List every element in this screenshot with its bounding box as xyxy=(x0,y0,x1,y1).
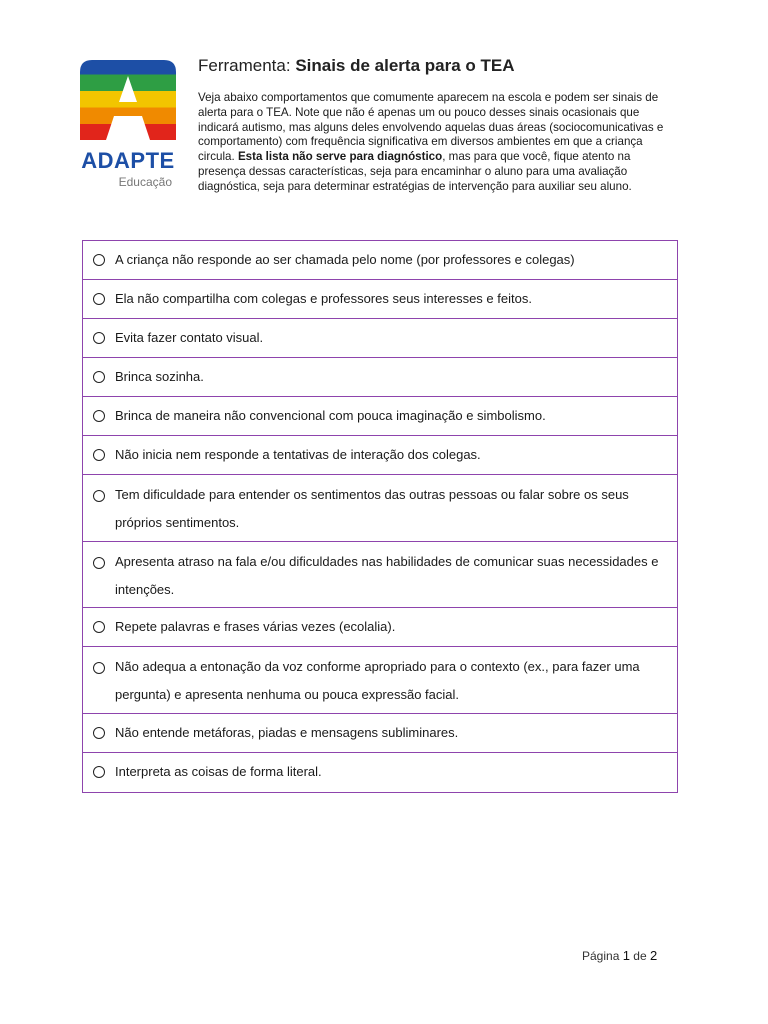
logo-band-red xyxy=(80,124,176,141)
checklist-item-text: Ela não compartilha com colegas e professores seus interesses e feitos. xyxy=(115,291,532,306)
checklist-item[interactable] xyxy=(83,436,677,475)
checklist-item[interactable] xyxy=(83,280,677,319)
checklist-item-text: Evita fazer contato visual. xyxy=(115,330,264,345)
checkbox-circle-icon[interactable] xyxy=(93,293,105,305)
checkbox-circle-icon[interactable] xyxy=(93,557,105,569)
page-number xyxy=(582,948,657,963)
checkbox-circle-icon[interactable] xyxy=(93,621,105,633)
checklist-item-text: Interpreta as coisas de forma literal. xyxy=(115,764,322,779)
checklist-item[interactable] xyxy=(83,753,677,792)
checklist-item[interactable] xyxy=(83,647,677,714)
page-of: de xyxy=(629,949,650,963)
checklist-item[interactable] xyxy=(83,608,677,647)
logo-band-green xyxy=(80,75,176,92)
checklist-item[interactable] xyxy=(83,475,677,542)
intro-text-1: Veja abaixo comportamentos que comumente aparecem na escola e podem ser sinais de alerta para o TEA. Note que não é apenas um ou pouco desses sinais ocasionais que indicará autismo, mas alguns deles envolvendo aquelas duas áreas (sociocomunicativas e comportamento) com frequência significativa em diversos ambientes em que a criança circula. xyxy=(198,91,664,164)
checkbox-circle-icon[interactable] xyxy=(93,766,105,778)
checklist-item-text: Repete palavras e frases várias vezes (ecolalia). xyxy=(115,619,396,634)
title-bold: Sinais de alerta para o TEA xyxy=(295,56,515,75)
checkbox-circle-icon[interactable] xyxy=(93,254,105,266)
checkbox-circle-icon[interactable] xyxy=(93,449,105,461)
checkbox-circle-icon[interactable] xyxy=(93,332,105,344)
checklist-item-text: Não inicia nem responde a tentativas de interação dos colegas. xyxy=(115,447,481,462)
checklist-item[interactable] xyxy=(83,241,677,280)
logo-band-orange xyxy=(80,108,176,125)
checklist-item[interactable] xyxy=(83,714,677,753)
logo-subtitle: Educação xyxy=(118,175,172,189)
checklist-item[interactable] xyxy=(83,358,677,397)
checkbox-circle-icon[interactable] xyxy=(93,490,105,502)
logo-band-yellow xyxy=(80,91,176,108)
page-current: 1 xyxy=(622,948,630,963)
checklist xyxy=(82,240,678,793)
page-total: 2 xyxy=(649,948,658,963)
intro-text-2: , mas para que você, fique atento na presença dessas características, seja para encaminhar o aluno para uma avaliação diagnóstica, seja para determinar estratégias de intervenção para auxiliar seu aluno. xyxy=(198,150,632,193)
logo-band-blue xyxy=(80,58,176,75)
checklist-item-text: A criança não responde ao ser chamada pelo nome (por professores e colegas) xyxy=(115,252,575,267)
checkbox-circle-icon[interactable] xyxy=(93,727,105,739)
checklist-item-text: Brinca de maneira não convencional com pouca imaginação e simbolismo. xyxy=(115,408,546,423)
checklist-item[interactable] xyxy=(83,319,677,358)
logo-wordmark: ADAPTE xyxy=(81,148,175,173)
checkbox-circle-icon[interactable] xyxy=(93,371,105,383)
checklist-item-text: Não entende metáforas, piadas e mensagens subliminares. xyxy=(115,724,459,740)
checklist-item[interactable] xyxy=(83,397,677,436)
checklist-item-text: Apresenta atraso na fala e/ou dificuldades nas habilidades de comunicar suas necessidades e intenções. xyxy=(115,553,659,597)
checklist-item-text: Tem dificuldade para entender os sentimentos das outras pessoas ou falar sobre os seus próprios sentimentos. xyxy=(115,487,629,530)
checklist-item-text: Não adequa a entonação da voz conforme apropriado para o contexto (ex., para fazer uma pergunta) e apresenta nenhuma ou pouca expressão facial. xyxy=(115,659,640,702)
page-title xyxy=(198,56,515,76)
checkbox-circle-icon[interactable] xyxy=(93,410,105,422)
checklist-item-text: Brinca sozinha. xyxy=(115,369,204,384)
title-prefix: Ferramenta: xyxy=(198,56,296,75)
page-label: Página xyxy=(582,949,623,963)
intro-bold: Esta lista não serve para diagnóstico xyxy=(237,150,443,164)
checkbox-circle-icon[interactable] xyxy=(93,662,105,674)
intro-paragraph xyxy=(198,91,678,195)
checklist-item[interactable] xyxy=(83,542,677,609)
